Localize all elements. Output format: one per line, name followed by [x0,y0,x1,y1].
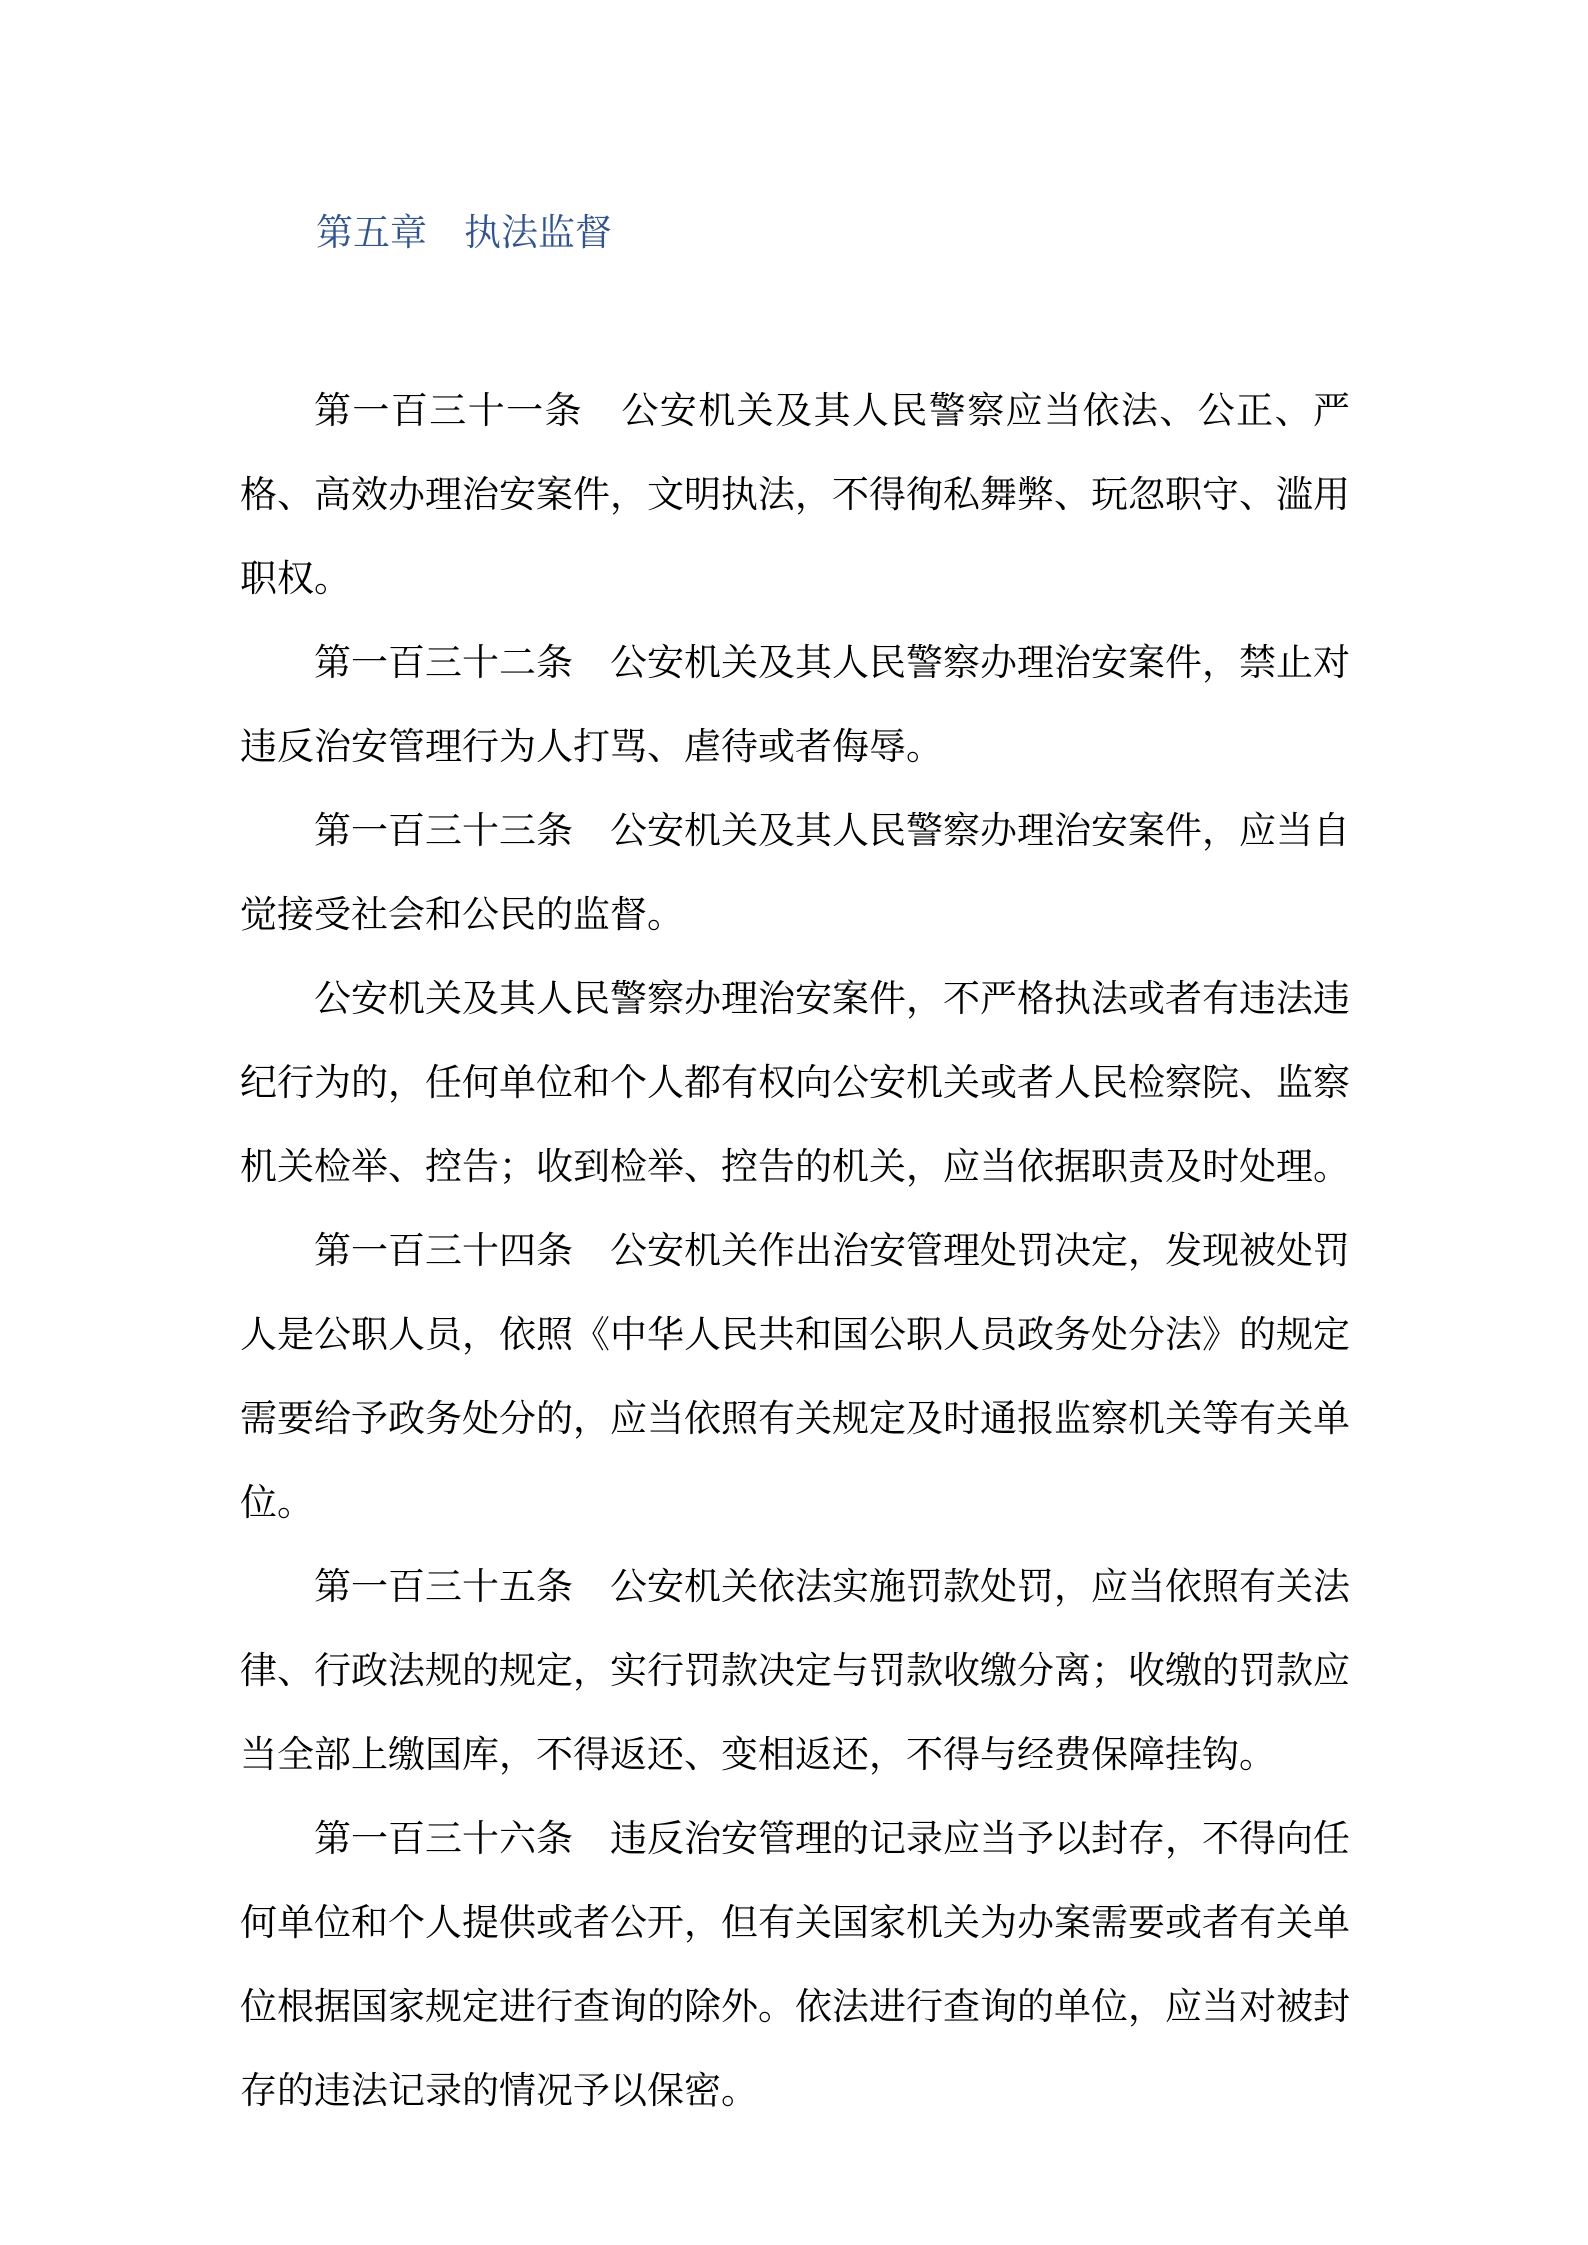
article-136-paragraph: 第一百三十六条 违反治安管理的记录应当予以封存，不得向任何单位和个人提供或者公开，但有关国家机关为办案需要或者有关单位根据国家规定进行查询的除外。依法进行查询的单位，应当对被封存的违法记录的情况予以保密。 [240,1817,1350,2112]
article-134-paragraph: 第一百三十四条 公安机关作出治安管理处罚决定，发现被处罚人是公职人员，依照《中华人民共和国公职人员政务处分法》的规定需要给予政务处分的，应当依照有关规定及时通报监察机关等有关单位。 [240,1229,1350,1524]
article-132-paragraph: 第一百三十二条 公安机关及其人民警察办理治安案件，禁止对违反治安管理行为人打骂、虐待或者侮辱。 [240,641,1350,768]
article-133-second-paragraph: 公安机关及其人民警察办理治安案件，不严格执法或者有违法违纪行为的，任何单位和个人都有权向公安机关或者人民检察院、监察机关检举、控告；收到检举、控告的机关，应当依据职责及时处理。 [240,977,1350,1188]
document-body [240,369,1350,2133]
chapter-title: 第五章 执法监督 [316,211,612,254]
article-131-paragraph: 第一百三十一条 公安机关及其人民警察应当依法、公正、严格、高效办理治安案件，文明执法，不得徇私舞弊、玩忽职守、滥用职权。 [240,389,1350,600]
article-135-paragraph: 第一百三十五条 公安机关依法实施罚款处罚，应当依照有关法律、行政法规的规定，实行罚款决定与罚款收缴分离；收缴的罚款应当全部上缴国库，不得返还、变相返还，不得与经费保障挂钩。 [240,1565,1350,1776]
article-133-paragraph: 第一百三十三条 公安机关及其人民警察办理治安案件，应当自觉接受社会和公民的监督。 [240,809,1350,936]
